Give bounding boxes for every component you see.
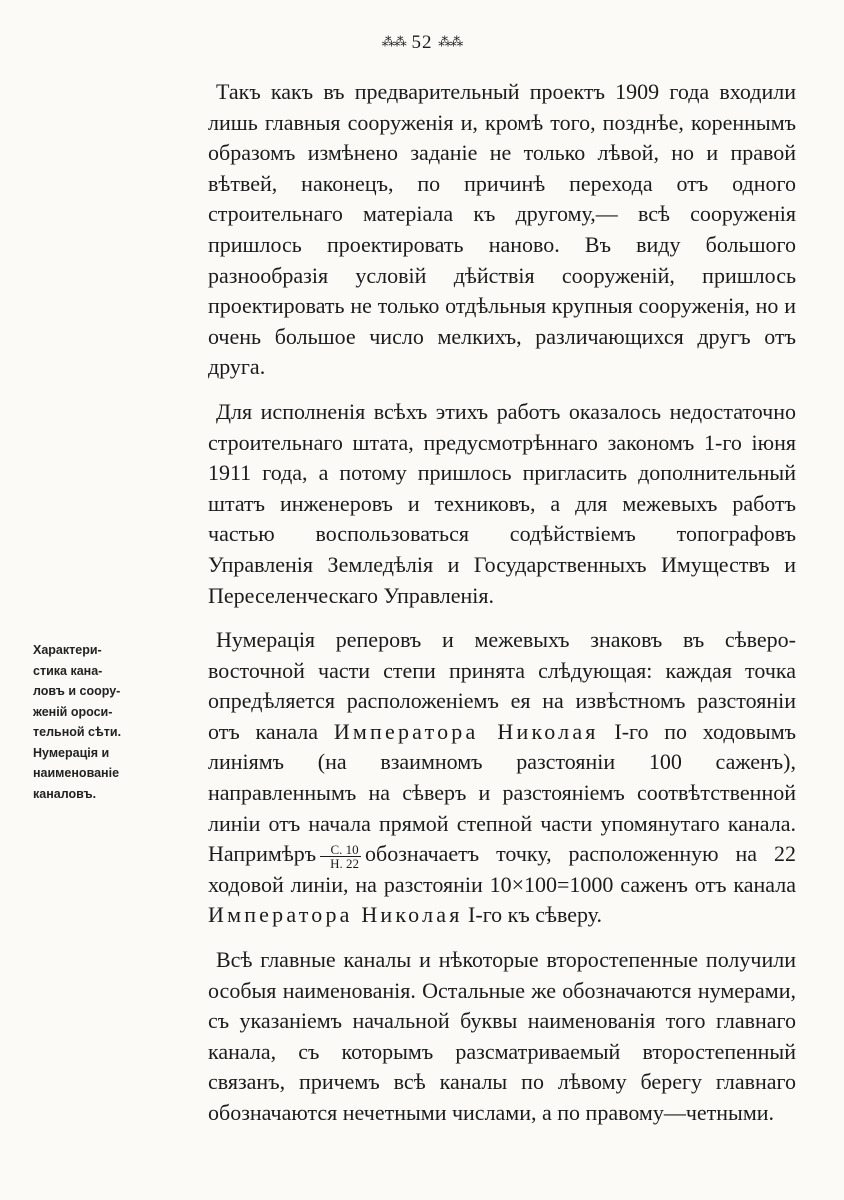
fraction-numerator: С. 10 (320, 843, 361, 857)
main-text-bottom (208, 625, 796, 1143)
fraction-denominator: Н. 22 (330, 855, 360, 871)
ornament-left: ⁂⁂ (381, 34, 406, 49)
main-text-top (208, 77, 796, 625)
numbering-text-1: Нумерація реперовъ и межевыхъ знаковъ въ сѣверо-восточной части степи принята слѣдующая: каждая точка опредѣляется расположеніемъ ея на извѣстномъ разстояніи отъ канала (208, 627, 796, 744)
margin-note-line: ловъ и соору- (33, 684, 121, 698)
page-number-value: 52 (411, 32, 433, 53)
paragraph-numbering (208, 625, 796, 931)
numbering-text-2: I-го по ходовымъ линіямъ (на взаимномъ разстояніи 100 саженъ), направленнымъ на сѣверъ и разстояніемъ соотвѣтственной линіи отъ начала прямой степной части упомянутаго канала. Напримѣръ (208, 718, 796, 867)
fraction (320, 843, 361, 870)
page-number (0, 32, 844, 54)
margin-note-line: тельной сѣти. (33, 725, 122, 739)
paragraph-project-1909: Такъ какъ въ предварительный проектъ 1909 года входили лишь главныя сооруженія и, кромѣ того, позднѣе, кореннымъ образомъ измѣнено заданіе не только лѣвой, но и правой вѣтвей, наконецъ, по причинѣ перехода отъ одного строительнаго матеріала къ другому,— всѣ сооруженія пришлось проектировать наново. Въ виду большого разнообразія условій дѣйствія сооруженій, пришлось проектировать не только отдѣльныя крупныя сооруженія, но и очень большое число мелкихъ, различающихся другъ отъ друга. (208, 79, 796, 380)
ornament-right: ⁂⁂ (438, 34, 463, 49)
margin-note-line: женій ороси- (33, 704, 113, 719)
paragraph-canal-names: Всѣ главные каналы и нѣкоторые второстепенные получили особыя наименованія. Остальные же обозначаются нумерами, съ указаніемъ начальной буквы наименованія того главнаго канала, съ которымъ разсматриваемый второстепенный связанъ, причемъ всѣ каналы по лѣвому берегу главнаго обозначаются нечетными числами, а по правому—четными. (208, 946, 796, 1125)
paragraph-staff: Для исполненія всѣхъ этихъ работъ оказалось недостаточно строительнаго штата, предусмотрѣннаго закономъ 1-го іюня 1911 года, а потому пришлось пригласить дополнительный штатъ инженеровъ и техниковъ, а для межевыхъ работъ частью воспользоваться содѣйствіемъ топографовъ Управленія Земледѣлія и Государственныхъ Имуществъ и Переселенческаго Управленія. (208, 398, 796, 608)
margin-note-line: Характери- (33, 643, 102, 657)
margin-note-line: стика кана- (33, 663, 103, 678)
margin-note (33, 640, 151, 804)
canal-name-1: Императора Николая (333, 718, 599, 744)
margin-note-line: каналовъ. (33, 786, 97, 801)
numbering-text-4: I-го къ сѣверу. (462, 902, 602, 928)
margin-note-line: Нумерація и (33, 745, 110, 760)
canal-name-2: Императора Николая (208, 902, 463, 928)
numbering-text-3: обозначаетъ точку, расположенную на 22 ходовой линіи, на разстояніи 10×100=1000 саженъ отъ канала (208, 841, 796, 897)
margin-note-line: наименованіе (33, 766, 120, 780)
